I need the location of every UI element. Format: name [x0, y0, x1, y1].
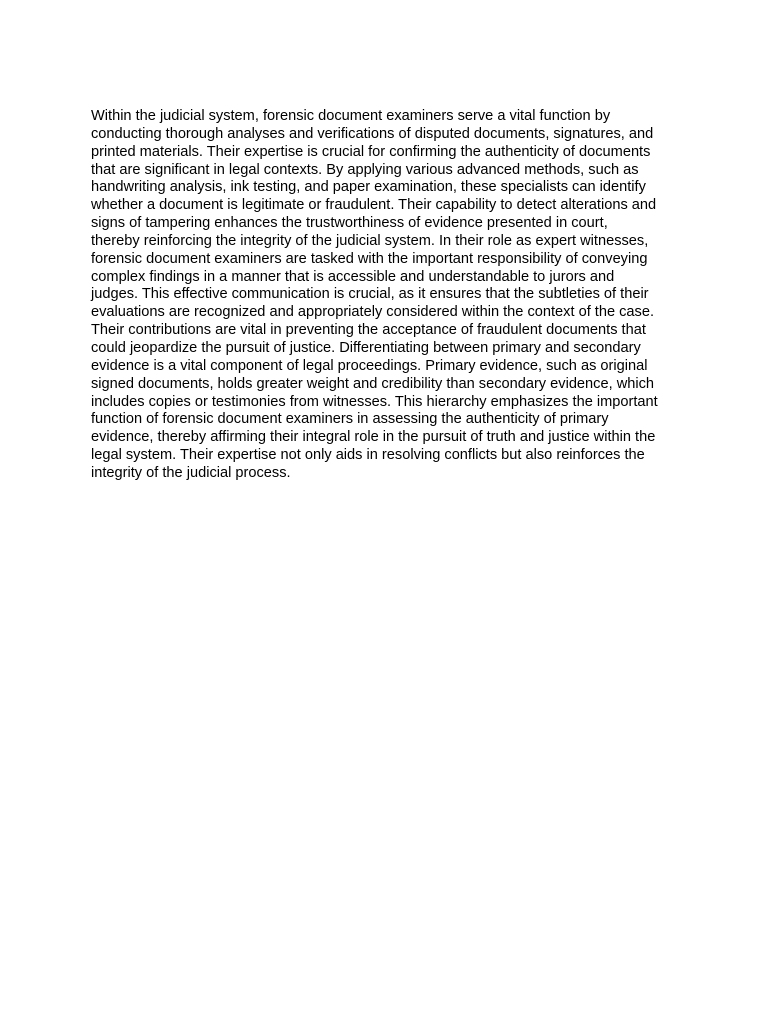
paragraph-line: evidence is a vital component of legal proceedings. Primary evidence, such as original — [91, 357, 648, 374]
body-paragraph — [91, 108, 683, 483]
paragraph-line: includes copies or testimonies from witnesses. This hierarchy emphasizes the important — [91, 393, 658, 410]
paragraph-line: Their contributions are vital in preventing the acceptance of fraudulent documents that — [91, 322, 646, 339]
paragraph-line: whether a document is legitimate or fraudulent. Their capability to detect alterations and — [91, 197, 657, 214]
paragraph-line: thereby reinforcing the integrity of the judicial system. In their role as expert witnesses, — [91, 232, 649, 249]
paragraph-line: handwriting analysis, ink testing, and paper examination, these specialists can identify — [91, 179, 646, 196]
paragraph-line: evaluations are recognized and appropriately considered within the context of the case. — [91, 304, 655, 321]
paragraph-line: could jeopardize the pursuit of justice. Differentiating between primary and secondary — [91, 339, 641, 356]
paragraph-line: integrity of the judicial process. — [91, 464, 291, 481]
paragraph-line: signed documents, holds greater weight and credibility than secondary evidence, which — [91, 375, 654, 392]
paragraph-line: judges. This effective communication is crucial, as it ensures that the subtleties of their — [91, 286, 649, 303]
paragraph-line: evidence, thereby affirming their integral role in the pursuit of truth and justice within the — [91, 429, 656, 446]
paragraph-line: legal system. Their expertise not only aids in resolving conflicts but also reinforces the — [91, 447, 645, 464]
paragraph-line: conducting thorough analyses and verifications of disputed documents, signatures, and — [91, 125, 654, 142]
paragraph-line: Within the judicial system, forensic document examiners serve a vital function by — [91, 108, 611, 124]
paragraph-line: complex findings in a manner that is accessible and understandable to jurors and — [91, 268, 615, 285]
paragraph-line: signs of tampering enhances the trustworthiness of evidence presented in court, — [91, 215, 608, 232]
paragraph-line: function of forensic document examiners in assessing the authenticity of primary — [91, 411, 609, 428]
paragraph-line: that are significant in legal contexts. By applying various advanced methods, such as — [91, 161, 639, 178]
paragraph-line: printed materials. Their expertise is crucial for confirming the authenticity of documents — [91, 143, 651, 160]
paragraph-line: forensic document examiners are tasked with the important responsibility of conveying — [91, 250, 648, 267]
